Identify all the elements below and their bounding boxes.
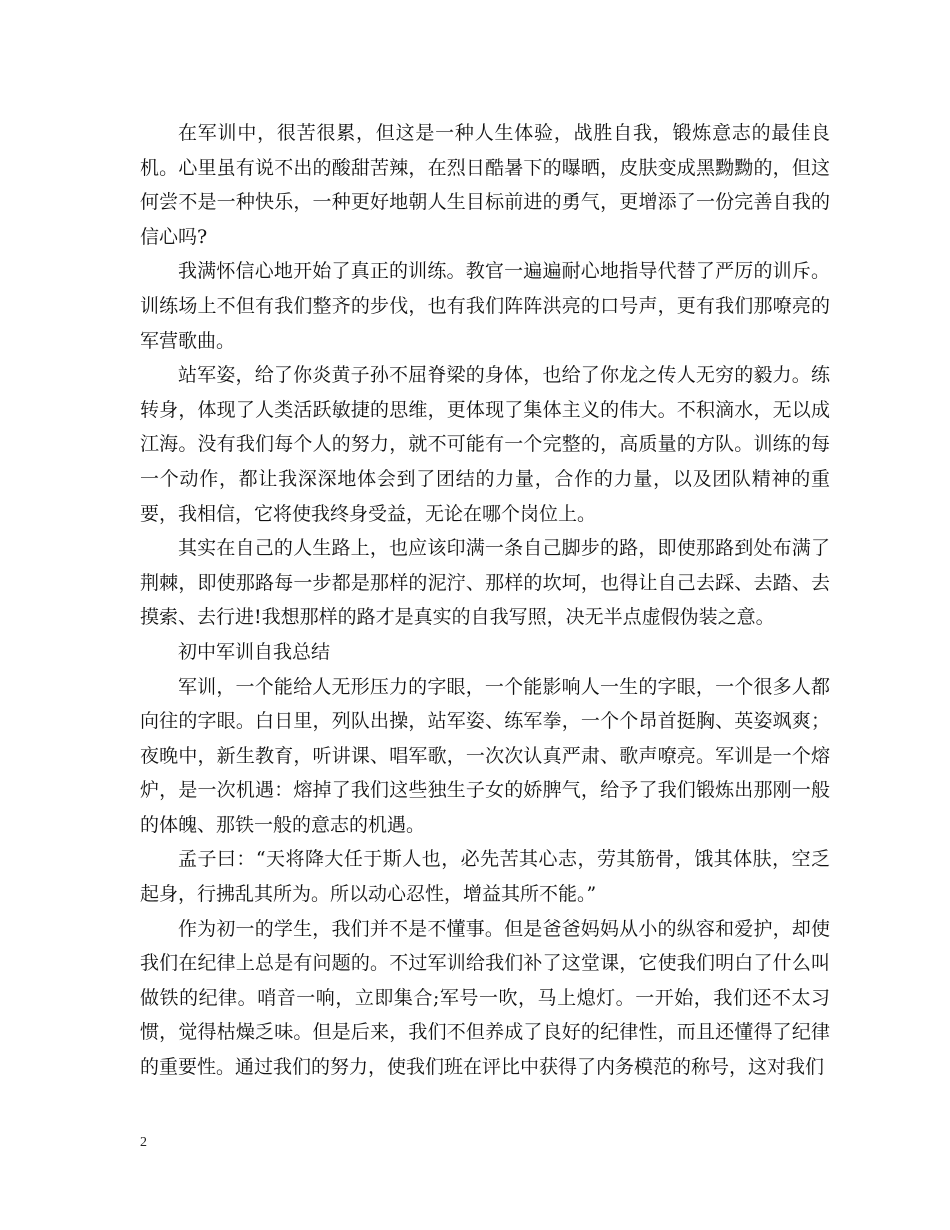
section-heading: 初中军训自我总结 — [178, 640, 331, 663]
paragraph-4: 其实在自己的人生路上，也应该印满一条自己脚步的路，即使那路到处布满了荆棘，即使那路每一步都是那样的泥泞、那样的坎坷，也得让自己去踩、去踏、去摸索、去行进!我想那样的路才是真实的自我写照，决无半点虚假伪装之意。 — [140, 537, 830, 629]
paragraph-5: 军训，一个能给人无形压力的字眼，一个能影响人一生的字眼，一个很多人都向往的字眼。白日里，列队出操，站军姿、练军拳，一个个昂首挺胸、英姿飒爽；夜晚中，新生教育，听讲课、唱军歌，一次次认真严肃、歌声嘹亮。军训是一个熔炉，是一次机遇：熔掉了我们这些独生子女的娇脾气，给予了我们锻炼出那刚一般的体魄、那铁一般的意志的机遇。 — [140, 675, 830, 836]
paragraph-1: 在军训中，很苦很累，但这是一种人生体验，战胜自我，锻炼意志的最佳良机。心里虽有说不出的酸甜苦辣，在烈日酷暑下的曝晒，皮肤变成黑黝黝的，但这何尝不是一种快乐，一种更好地朝人生目标前进的勇气，更增添了一份完善自我的信心吗? — [140, 122, 830, 248]
page-number: 2 — [140, 1135, 147, 1150]
paragraph-7: 作为初一的学生，我们并不是不懂事。但是爸爸妈妈从小的纵容和爱护，却使我们在纪律上总是有问题的。不过军训给我们补了这堂课，它使我们明白了什么叫做铁的纪律。哨音一响，立即集合;军号一吹，马上熄灯。一开始，我们还不太习惯，觉得枯燥乏味。但是后来，我们不但养成了良好的纪律性，而且还懂得了纪律的重要性。通过我们的努力，使我们班在评比中获得了内务模范的称号，这对我们 — [140, 917, 830, 1079]
paragraph-3: 站军姿，给了你炎黄子孙不屈脊梁的身体，也给了你龙之传人无穷的毅力。练转身，体现了人类活跃敏捷的思维，更体现了集体主义的伟大。不积滴水，无以成江海。没有我们每个人的努力，就不可能有一个完整的，高质量的方队。训练的每一个动作，都让我深深地体会到了团结的力量，合作的力量，以及团队精神的重要，我相信，它将使我终身受益，无论在哪个岗位上。 — [140, 364, 830, 525]
document-body — [140, 116, 830, 1085]
paragraph-6: 孟子曰：“天将降大任于斯人也，必先苦其心志，劳其筋骨，饿其体肤，空乏起身，行拂乱其所为。所以动心忍性，增益其所不能。” — [140, 848, 830, 906]
paragraph-2: 我满怀信心地开始了真正的训练。教官一遍遍耐心地指导代替了严厉的训斥。训练场上不但有我们整齐的步伐，也有我们阵阵洪亮的口号声，更有我们那嘹亮的军营歌曲。 — [140, 260, 830, 352]
